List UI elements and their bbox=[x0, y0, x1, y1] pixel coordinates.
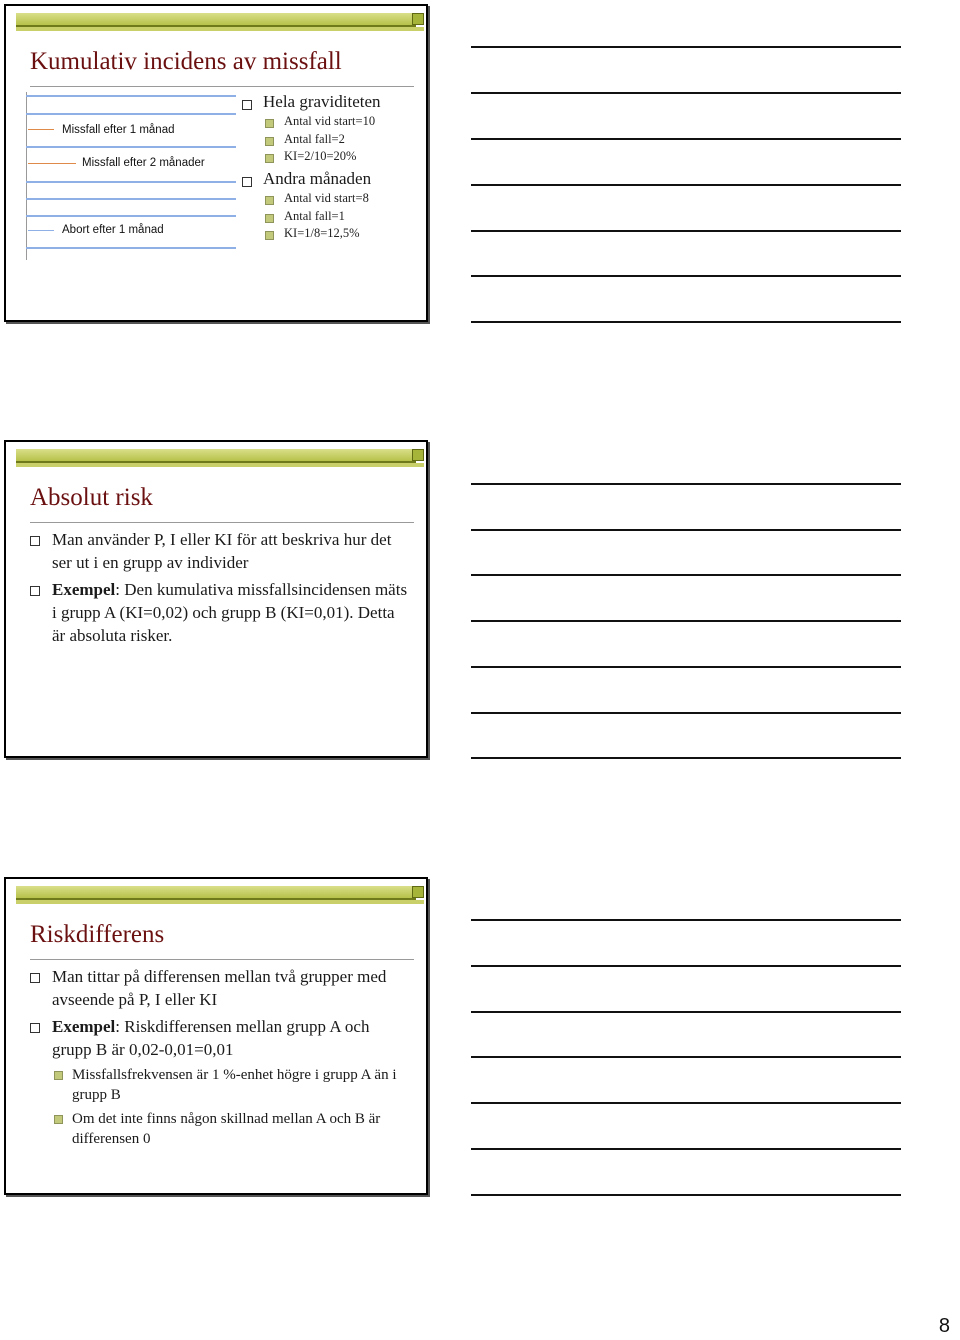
group-item: KI=2/10=20% bbox=[284, 149, 357, 163]
bullet-square-icon bbox=[265, 196, 274, 205]
slide-header-subbar bbox=[16, 463, 424, 467]
notes-line bbox=[471, 230, 901, 232]
bullet-text bbox=[52, 1015, 412, 1061]
bullet-text bbox=[52, 528, 412, 574]
diagram-line bbox=[26, 113, 236, 115]
bullet-box-icon bbox=[30, 586, 40, 596]
bullet-square-icon bbox=[265, 231, 274, 240]
notes-line bbox=[471, 574, 901, 576]
slide-1 bbox=[4, 4, 428, 322]
group-item: Antal fall=2 bbox=[284, 132, 345, 146]
diagram-line bbox=[26, 247, 236, 249]
slide-header-subbar bbox=[16, 900, 424, 904]
notes-line bbox=[471, 92, 901, 94]
notes-line bbox=[471, 1056, 901, 1058]
bullet-box-icon bbox=[30, 973, 40, 983]
title-divider bbox=[30, 86, 414, 87]
notes-line bbox=[471, 965, 901, 967]
group-item: Antal vid start=10 bbox=[284, 114, 376, 128]
diagram-label: Abort efter 1 månad bbox=[62, 224, 164, 236]
bullet-box-icon bbox=[242, 177, 252, 187]
bullet-square-icon bbox=[265, 119, 274, 128]
diagram-label: Missfall efter 2 månader bbox=[82, 157, 205, 169]
bullet-body: : Den kumulativa missfallsincidensen mäts i grupp A (KI=0,02) och grupp B (KI=0,01). Detta är absoluta risker. bbox=[52, 580, 408, 645]
group-item: Antal vid start=8 bbox=[284, 191, 369, 205]
group-item: Antal fall=1 bbox=[284, 209, 345, 223]
bullet-text bbox=[52, 965, 412, 1011]
bullet-box-icon bbox=[30, 536, 40, 546]
bullet-bold: Exempel bbox=[52, 1017, 116, 1036]
slide-3 bbox=[4, 877, 428, 1195]
notes-line bbox=[471, 1102, 901, 1104]
diagram-label: Missfall efter 1 månad bbox=[62, 124, 175, 136]
bullet-body: Man använder P, I eller KI för att beskriva hur det ser ut i en grupp av individer bbox=[52, 530, 392, 572]
slide-header-bar bbox=[16, 449, 416, 463]
bullet-box-icon bbox=[242, 100, 252, 110]
group-heading: Andra månaden bbox=[263, 169, 372, 188]
bullet-square-icon bbox=[265, 214, 274, 223]
notes-line bbox=[471, 138, 901, 140]
diagram-line bbox=[26, 215, 236, 217]
bullet-box-icon bbox=[30, 1023, 40, 1033]
notes-line bbox=[471, 184, 901, 186]
slide-title: Absolut risk bbox=[30, 484, 153, 511]
event-tick bbox=[28, 163, 76, 164]
slide-2 bbox=[4, 440, 428, 758]
bullet-square-icon bbox=[54, 1115, 63, 1124]
sub-bullet-text: Missfallsfrekvensen är 1 %-enhet högre i grupp A än i grupp B bbox=[72, 1067, 397, 1103]
notes-line bbox=[471, 919, 901, 921]
notes-line bbox=[471, 46, 901, 48]
group-heading: Hela graviditeten bbox=[263, 92, 381, 111]
diagram-line bbox=[26, 146, 236, 148]
slide-header-square bbox=[412, 449, 424, 461]
diagram-line bbox=[26, 181, 236, 183]
notes-line bbox=[471, 483, 901, 485]
bullet-bold: Exempel bbox=[52, 580, 116, 599]
notes-line bbox=[471, 321, 901, 323]
diagram-line bbox=[26, 198, 236, 200]
bullet-text bbox=[52, 578, 412, 647]
slide-header-bar bbox=[16, 886, 416, 900]
title-divider bbox=[30, 522, 414, 523]
notes-line bbox=[471, 757, 901, 759]
title-divider bbox=[30, 959, 414, 960]
diagram-axis bbox=[26, 92, 27, 260]
sub-bullet-text: Om det inte finns någon skillnad mellan A och B är differensen 0 bbox=[72, 1111, 381, 1147]
slide-header-square bbox=[412, 886, 424, 898]
notes-line bbox=[471, 620, 901, 622]
notes-line bbox=[471, 1011, 901, 1013]
group-item: KI=1/8=12,5% bbox=[284, 226, 360, 240]
page-number: 8 bbox=[938, 1315, 950, 1337]
event-tick bbox=[28, 230, 54, 231]
slide-header-subbar bbox=[16, 27, 424, 31]
slide-header-square bbox=[412, 13, 424, 25]
notes-line bbox=[471, 666, 901, 668]
slide-title: Kumulativ incidens av missfall bbox=[30, 48, 342, 75]
bullet-square-icon bbox=[265, 154, 274, 163]
notes-line bbox=[471, 1148, 901, 1150]
bullet-square-icon bbox=[265, 137, 274, 146]
bullet-body: Man tittar på differensen mellan två grupper med avseende på P, I eller KI bbox=[52, 967, 387, 1009]
notes-line bbox=[471, 529, 901, 531]
notes-line bbox=[471, 1194, 901, 1196]
slide-title: Riskdifferens bbox=[30, 921, 165, 948]
notes-line bbox=[471, 712, 901, 714]
diagram-line bbox=[26, 95, 236, 97]
notes-line bbox=[471, 275, 901, 277]
slide-header-bar bbox=[16, 13, 416, 27]
bullet-body: : Riskdifferensen mellan grupp A och grupp B är 0,02-0,01=0,01 bbox=[52, 1017, 370, 1059]
event-tick bbox=[28, 129, 54, 130]
bullet-square-icon bbox=[54, 1071, 63, 1080]
